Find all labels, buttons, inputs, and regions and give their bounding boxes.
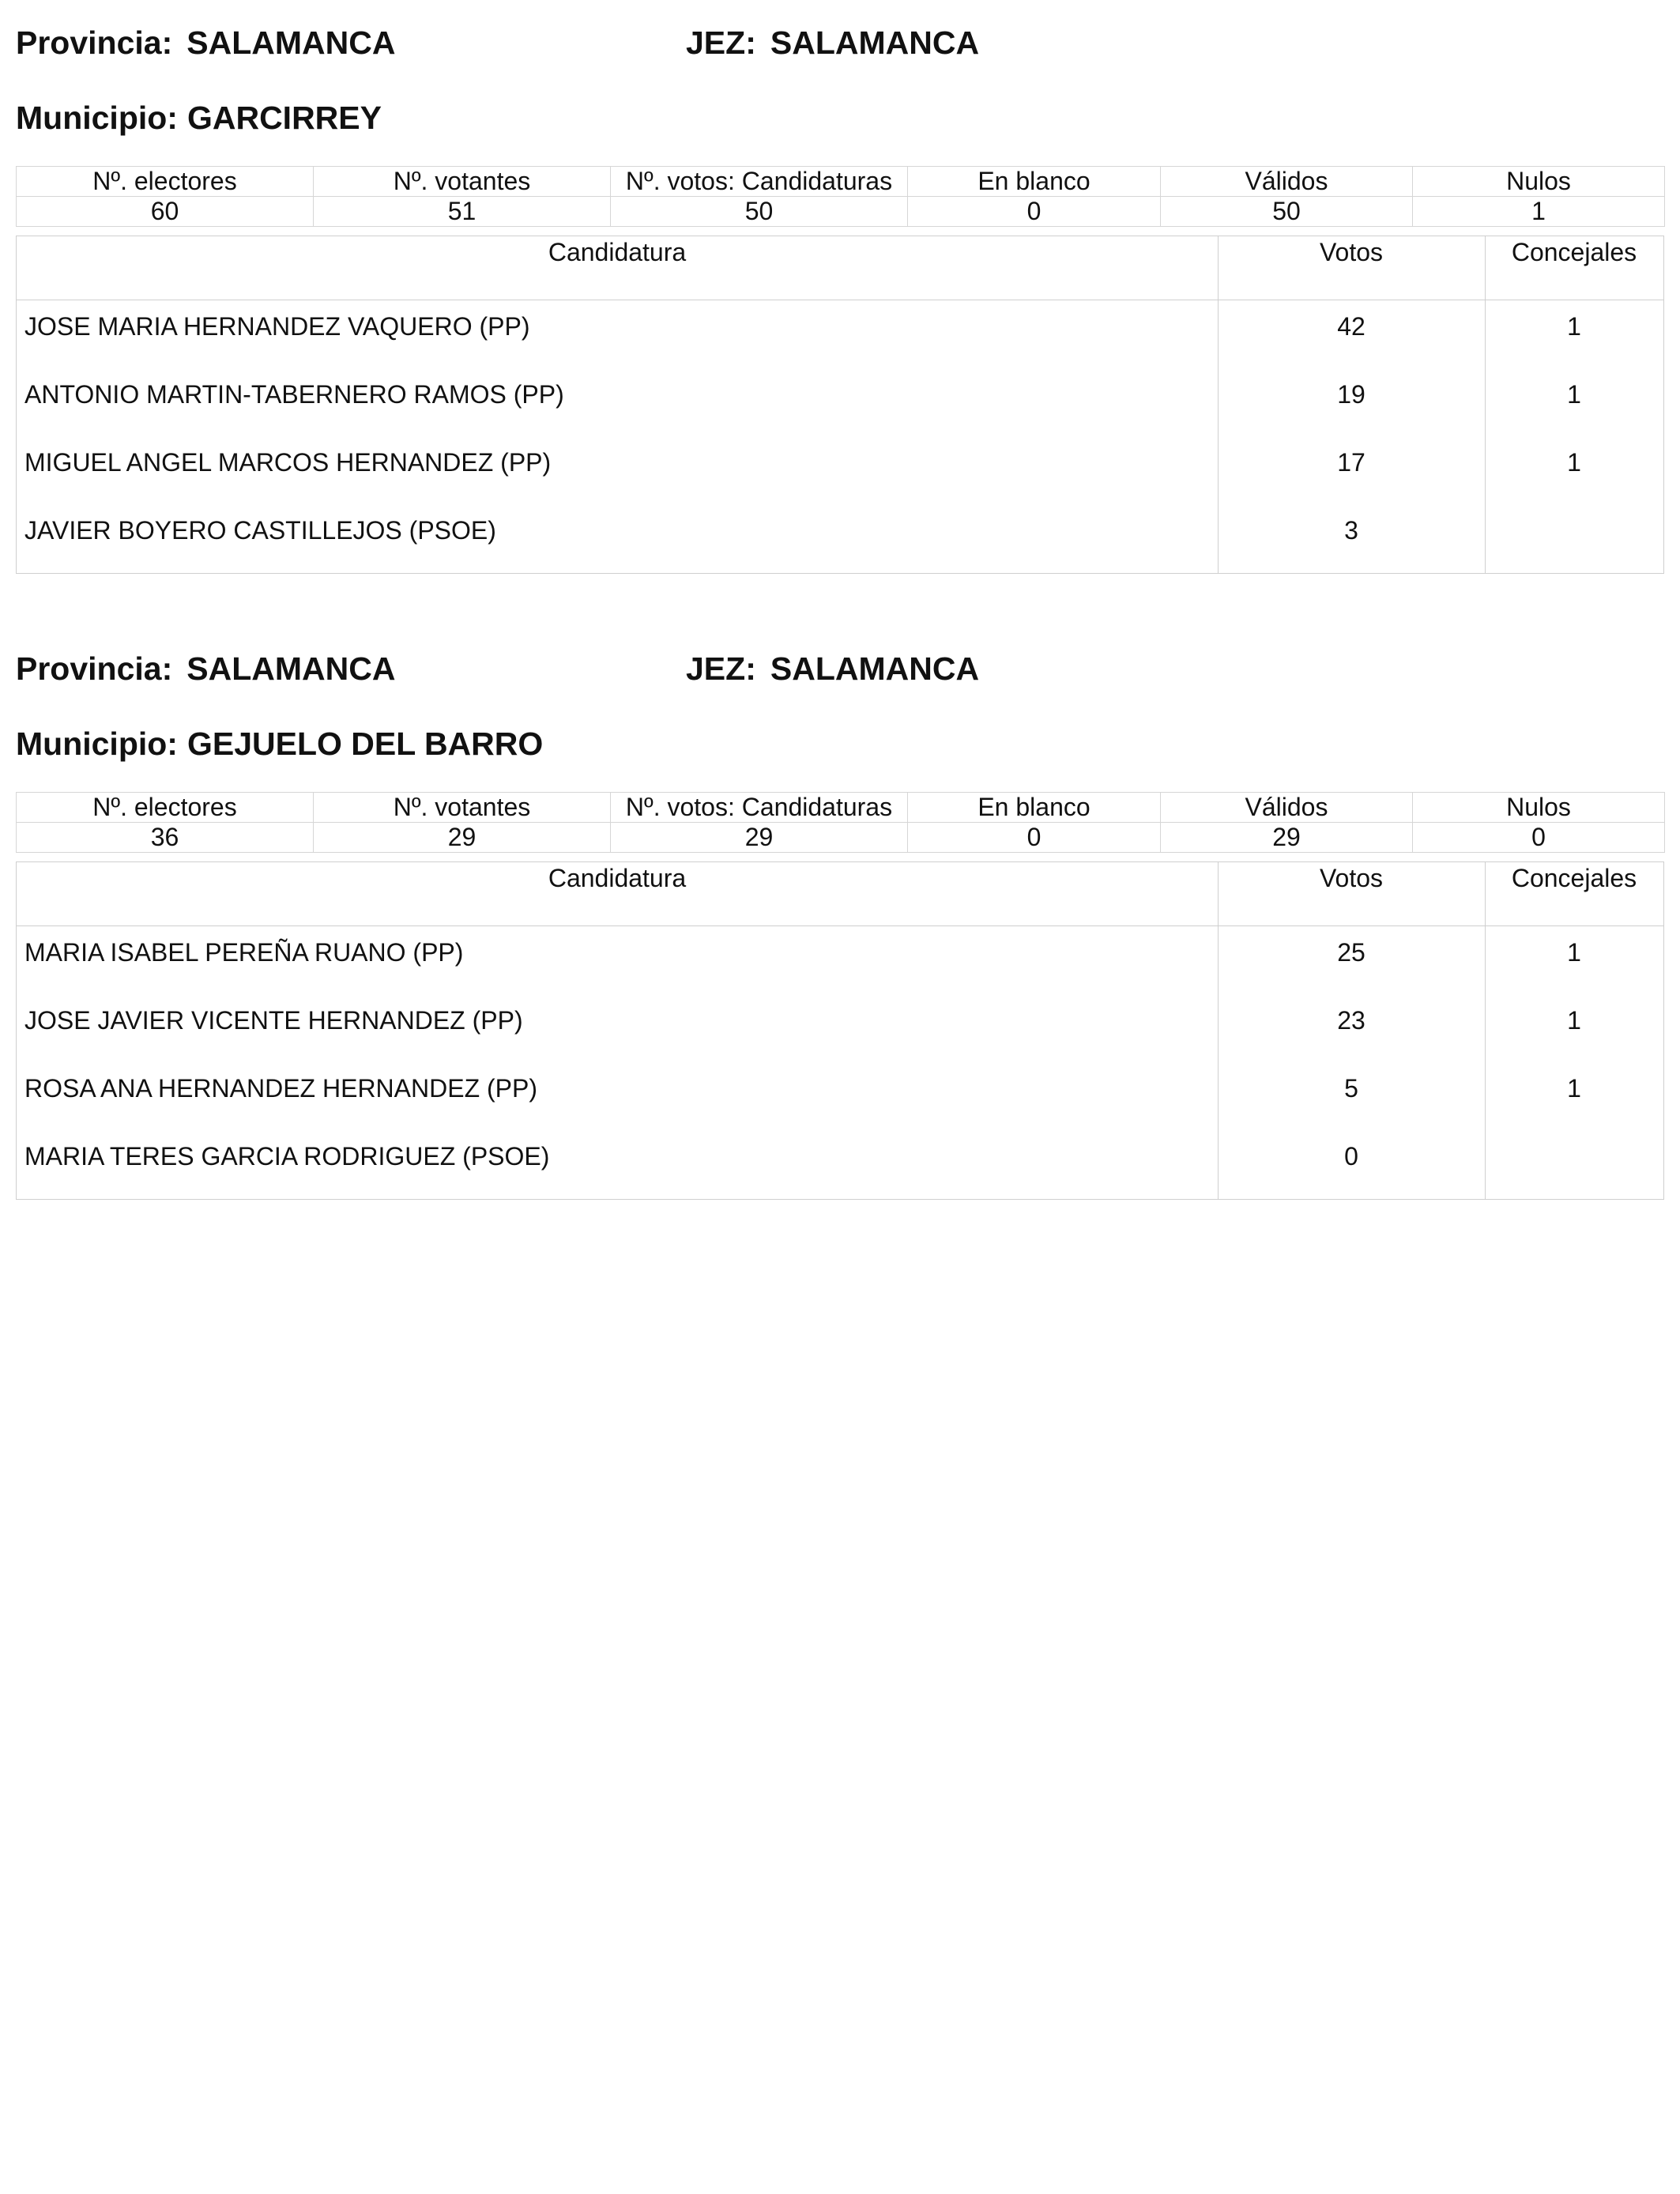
header-divider	[17, 925, 1663, 926]
municipio-header	[16, 723, 543, 764]
summary-header-cell: Nº. votos: Candidaturas	[611, 793, 908, 823]
summary-header-cell: En blanco	[908, 167, 1161, 197]
summary-header-cell: Nº. electores	[17, 793, 314, 823]
summary-value-cell: 29	[1161, 823, 1413, 853]
summary-header-cell: En blanco	[908, 793, 1161, 823]
candidate-votes: 17	[1337, 448, 1365, 477]
votos-header: Votos	[1319, 864, 1384, 892]
jez-header	[686, 22, 979, 63]
candidate-votes: 23	[1337, 1006, 1365, 1035]
table-row	[17, 439, 1663, 486]
jez-value: SALAMANCA	[770, 650, 980, 687]
summary-value-row	[17, 197, 1665, 227]
candidate-councillors: 1	[1567, 380, 1581, 409]
summary-header-cell: Nº. electores	[17, 167, 314, 197]
candidate-votes: 19	[1337, 380, 1365, 409]
municipio-label: Municipio:	[16, 726, 178, 762]
candidatura-header: Candidatura	[548, 238, 687, 266]
summary-table	[16, 166, 1665, 227]
candidate-name: JOSE JAVIER VICENTE HERNANDEZ (PP)	[24, 1006, 523, 1035]
summary-header-cell: Nulos	[1413, 167, 1665, 197]
candidate-name: ANTONIO MARTIN-TABERNERO RAMOS (PP)	[24, 380, 564, 409]
results-table	[16, 236, 1664, 574]
table-row	[17, 1133, 1663, 1180]
summary-header-cell: Nº. votantes	[314, 167, 611, 197]
candidate-councillors: 1	[1567, 938, 1581, 967]
candidatura-header: Candidatura	[548, 864, 687, 892]
concejales-header: Concejales	[1511, 864, 1637, 892]
concejales-header: Concejales	[1511, 238, 1637, 266]
summary-header-row	[17, 793, 1665, 823]
candidate-name: MARIA ISABEL PEREÑA RUANO (PP)	[24, 938, 464, 967]
summary-header-row	[17, 167, 1665, 197]
summary-value-cell: 1	[1413, 197, 1665, 227]
jez-label: JEZ:	[686, 650, 756, 687]
provincia-header	[16, 22, 395, 63]
summary-value-cell: 0	[908, 197, 1161, 227]
summary-value-cell: 36	[17, 823, 314, 853]
summary-value-cell: 51	[314, 197, 611, 227]
table-row	[17, 1065, 1663, 1112]
summary-header-cell: Nulos	[1413, 793, 1665, 823]
candidate-councillors: 1	[1567, 1006, 1581, 1035]
summary-table	[16, 792, 1665, 853]
summary-value-cell: 0	[908, 823, 1161, 853]
candidate-councillors: 1	[1567, 312, 1581, 341]
summary-value-cell: 29	[314, 823, 611, 853]
candidate-name: MARIA TERES GARCIA RODRIGUEZ (PSOE)	[24, 1142, 550, 1171]
candidate-name: MIGUEL ANGEL MARCOS HERNANDEZ (PP)	[24, 448, 552, 477]
table-row	[17, 303, 1663, 350]
table-row	[17, 929, 1663, 976]
municipio-label: Municipio:	[16, 100, 178, 136]
summary-value-cell: 29	[611, 823, 908, 853]
table-row	[17, 371, 1663, 418]
candidate-councillors: 1	[1567, 448, 1581, 477]
summary-header-cell: Nº. votos: Candidaturas	[611, 167, 908, 197]
candidate-votes: 42	[1337, 312, 1365, 341]
table-row	[17, 997, 1663, 1044]
provincia-label: Provincia:	[16, 650, 173, 687]
provincia-label: Provincia:	[16, 25, 173, 61]
summary-value-cell: 50	[611, 197, 908, 227]
votos-header: Votos	[1319, 238, 1384, 266]
jez-value: SALAMANCA	[770, 25, 980, 61]
provincia-value: SALAMANCA	[186, 25, 396, 61]
summary-value-cell: 0	[1413, 823, 1665, 853]
summary-header-cell: Válidos	[1161, 793, 1413, 823]
candidate-votes: 3	[1344, 516, 1358, 545]
summary-value-cell: 50	[1161, 197, 1413, 227]
candidate-name: JOSE MARIA HERNANDEZ VAQUERO (PP)	[24, 312, 530, 341]
summary-value-cell: 60	[17, 197, 314, 227]
jez-header	[686, 648, 979, 689]
provincia-value: SALAMANCA	[186, 650, 396, 687]
municipio-value: GARCIRREY	[186, 100, 382, 136]
provincia-header	[16, 648, 395, 689]
results-table	[16, 861, 1664, 1200]
candidate-name: JAVIER BOYERO CASTILLEJOS (PSOE)	[24, 516, 496, 545]
summary-header-cell: Válidos	[1161, 167, 1413, 197]
candidate-councillors: 1	[1567, 1074, 1581, 1103]
candidate-votes: 25	[1337, 938, 1365, 967]
summary-header-cell: Nº. votantes	[314, 793, 611, 823]
candidate-name: ROSA ANA HERNANDEZ HERNANDEZ (PP)	[24, 1074, 537, 1103]
jez-label: JEZ:	[686, 25, 756, 61]
candidate-votes: 5	[1344, 1074, 1358, 1103]
municipio-value: GEJUELO DEL BARRO	[186, 726, 544, 762]
summary-value-row	[17, 823, 1665, 853]
municipio-header	[16, 97, 382, 138]
table-row	[17, 507, 1663, 554]
candidate-votes: 0	[1344, 1142, 1358, 1171]
